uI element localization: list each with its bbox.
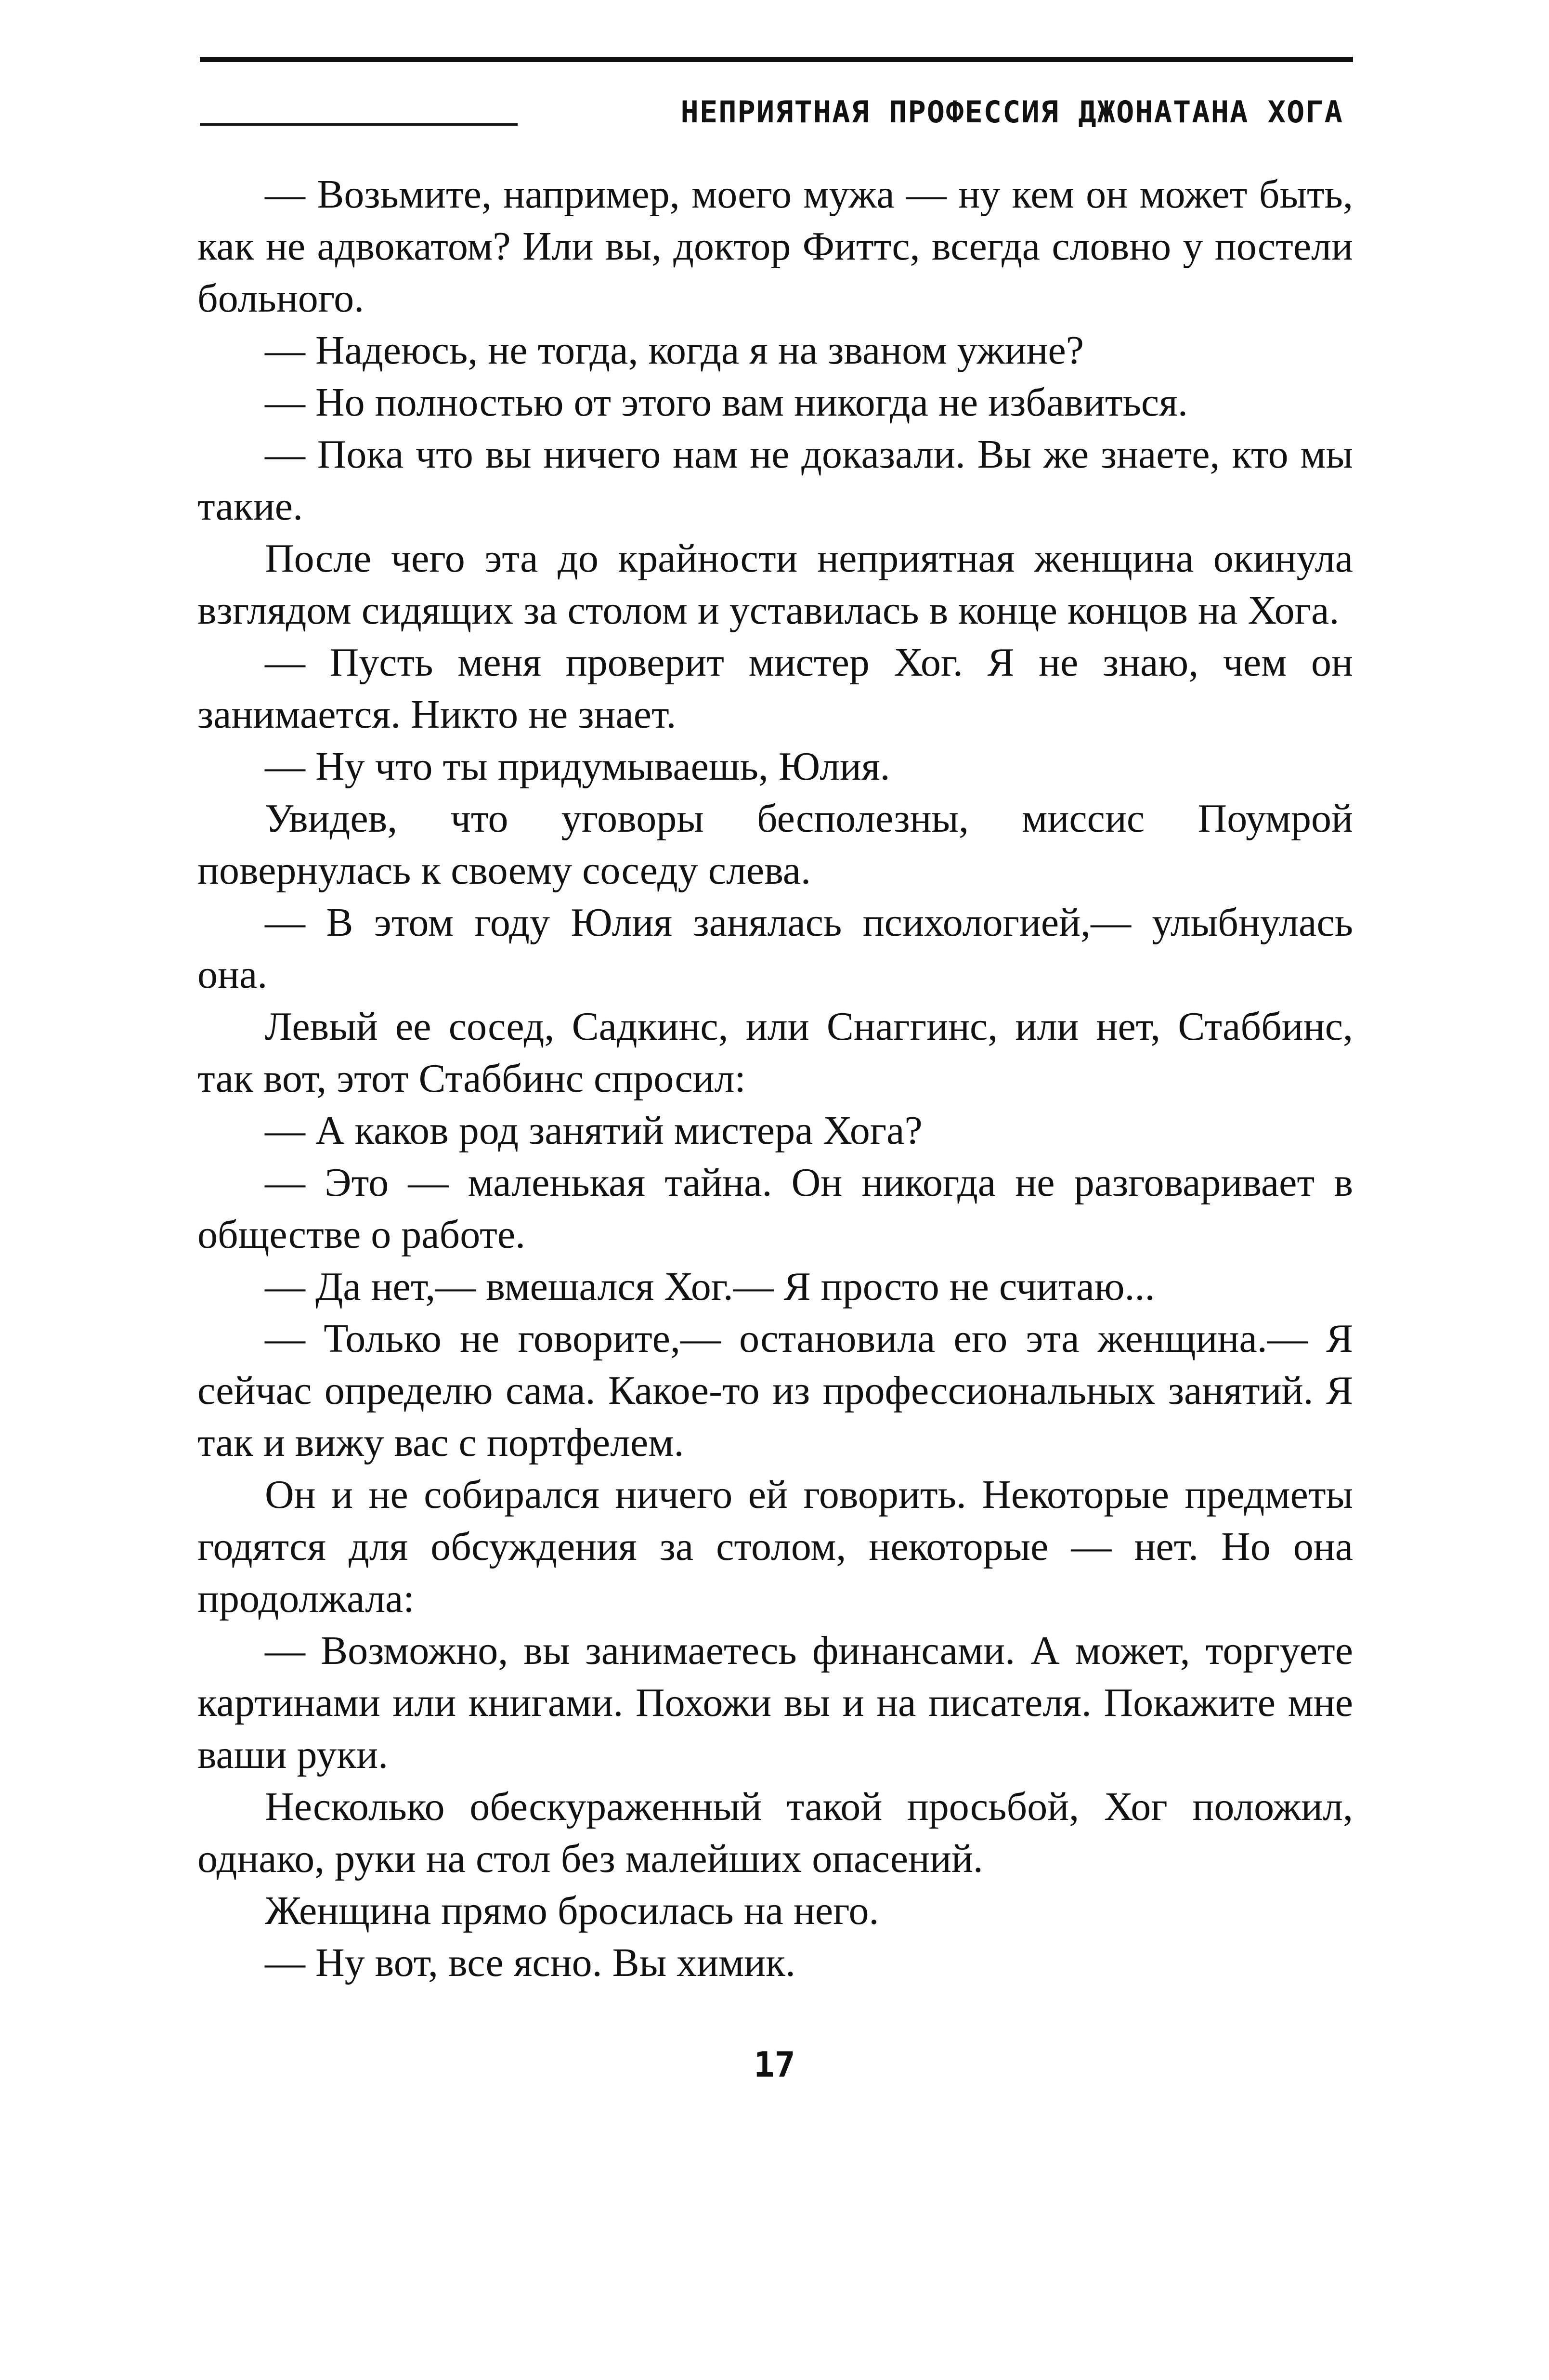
paragraph: — Да нет,— вмешался Хог.— Я просто не считаю...: [265, 1264, 1155, 1309]
paragraph: — Возьмите, например, моего мужа — ну кем он может быть, как не адвокатом? Или вы, доктор Фиттс, всегда словно у постели больного.: [197, 172, 1353, 321]
running-title: НЕПРИЯТНАЯ ПРОФЕССИЯ ДЖОНАТАНА ХОГА: [680, 94, 1343, 130]
body-text: [197, 169, 1353, 1989]
paragraph: — Пусть меня проверит мистер Хог. Я не знаю, чем он занимается. Никто не знает.: [197, 640, 1353, 737]
paragraph: Женщина прямо бросилась на него.: [265, 1888, 879, 1933]
paragraph: — Пока что вы ничего нам не доказали. Вы же знаете, кто мы такие.: [197, 432, 1353, 529]
paragraph: — Это — маленькая тайна. Он никогда не разговаривает в обществе о работе.: [197, 1160, 1353, 1257]
paragraph: После чего эта до крайности неприятная женщина окинула взглядом сидящих за столом и уставилась в конце концов на Хога.: [197, 536, 1353, 633]
paragraph: — Надеюсь, не тогда, когда я на званом ужине?: [265, 328, 1084, 373]
paragraph: — Ну вот, все ясно. Вы химик.: [265, 1940, 796, 1985]
paragraph: Несколько обескураженный такой просьбой, Хог положил, однако, руки на стол без малейших опасений.: [197, 1784, 1353, 1881]
running-header: [200, 94, 1353, 128]
paragraph: — В этом году Юлия занялась психологией,— улыбнулась она.: [197, 900, 1353, 997]
paragraph: — Ну что ты придумываешь, Юлия.: [265, 744, 890, 789]
top-rule: [200, 57, 1353, 62]
paragraph: — А каков род занятий мистера Хога?: [265, 1108, 923, 1153]
header-rule: [200, 123, 518, 126]
page-number: 17: [754, 2044, 795, 2085]
paragraph: Увидев, что уговоры бесполезны, миссис Поумрой повернулась к своему соседу слева.: [197, 796, 1353, 893]
paragraph: — Только не говорите,— остановила его эта женщина.— Я сейчас определю сама. Какое-то из профессиональных занятий. Я так и вижу вас с портфелем.: [197, 1316, 1353, 1465]
paragraph: Он и не собирался ничего ей говорить. Некоторые предметы годятся для обсуждения за столом, некоторые — нет. Но она продолжала:: [197, 1472, 1353, 1621]
paragraph: Левый ее сосед, Садкинс, или Снаггинс, или нет, Стаббинс, так вот, этот Стаббинс спросил:: [197, 1004, 1353, 1101]
paragraph: — Но полностью от этого вам никогда не избавиться.: [265, 380, 1188, 425]
paragraph: — Возможно, вы занимаетесь финансами. А может, торгуете картинами или книгами. Похожи вы и на писателя. Покажите мне ваши руки.: [197, 1628, 1353, 1777]
